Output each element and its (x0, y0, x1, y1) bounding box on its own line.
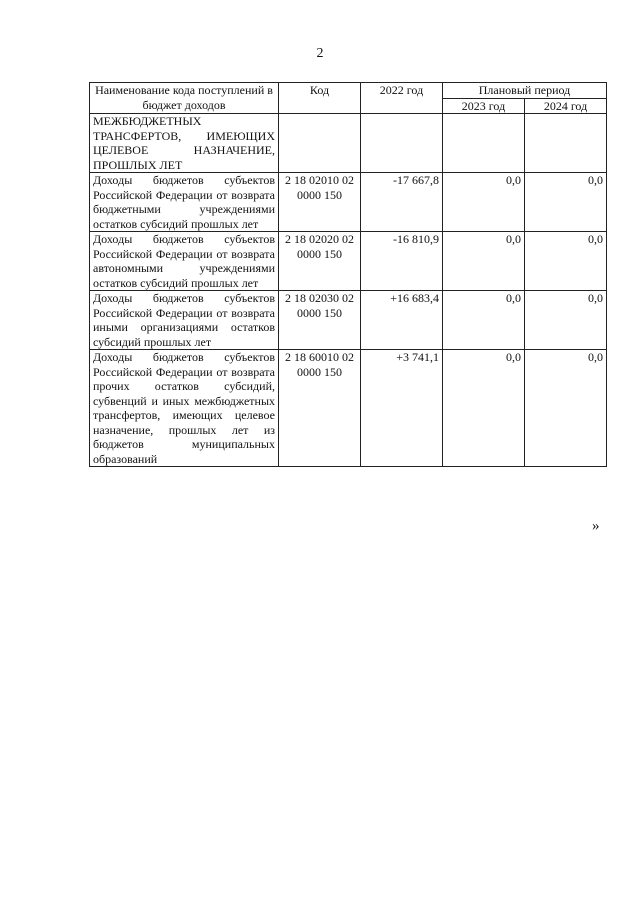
table-row (90, 232, 607, 291)
header-name: Наименование кода поступлений в бюджет доходов (90, 83, 279, 114)
empty-cell (361, 114, 443, 173)
header-year-2022: 2022 год (361, 83, 443, 114)
revenue-code: 2 18 02020 02 0000 150 (279, 232, 361, 291)
value-2024: 0,0 (525, 232, 607, 291)
revenue-code: 2 18 02030 02 0000 150 (279, 291, 361, 350)
table-row (90, 173, 607, 232)
section-title: МЕЖБЮДЖЕТНЫХ ТРАНСФЕРТОВ, ИМЕЮЩИХ ЦЕЛЕВОЕ НАЗНАЧЕНИЕ, ПРОШЛЫХ ЛЕТ (90, 114, 279, 173)
revenue-name: Доходы бюджетов субъектов Российской Федерации от возврата иными организациями остатков субсидий прошлых лет (90, 291, 279, 350)
page-number: 2 (316, 46, 324, 61)
revenue-code: 2 18 60010 02 0000 150 (279, 350, 361, 467)
value-2022: -17 667,8 (361, 173, 443, 232)
header-year-2024: 2024 год (525, 98, 607, 114)
budget-revenue-table (89, 82, 607, 467)
table-row (90, 291, 607, 350)
value-2023: 0,0 (443, 173, 525, 232)
revenue-name: Доходы бюджетов субъектов Российской Федерации от возврата автономными учреждениями остатков субсидий прошлых лет (90, 232, 279, 291)
header-year-2023: 2023 год (443, 98, 525, 114)
empty-cell (279, 114, 361, 173)
value-2023: 0,0 (443, 350, 525, 467)
value-2023: 0,0 (443, 232, 525, 291)
value-2022: -16 810,9 (361, 232, 443, 291)
revenue-code: 2 18 02010 02 0000 150 (279, 173, 361, 232)
value-2022: +3 741,1 (361, 350, 443, 467)
closing-quote: » (592, 518, 600, 534)
empty-cell (443, 114, 525, 173)
revenue-name: Доходы бюджетов субъектов Российской Федерации от возврата бюджетными учреждениями остатков субсидий прошлых лет (90, 173, 279, 232)
empty-cell (525, 114, 607, 173)
table-row (90, 350, 607, 467)
header-planned-period: Плановый период (443, 83, 607, 99)
value-2024: 0,0 (525, 350, 607, 467)
header-code: Код (279, 83, 361, 114)
value-2024: 0,0 (525, 291, 607, 350)
section-title-row (90, 114, 607, 173)
value-2022: +16 683,4 (361, 291, 443, 350)
value-2023: 0,0 (443, 291, 525, 350)
revenue-name: Доходы бюджетов субъектов Российской Федерации от возврата прочих остатков субсидий, субвенций и иных межбюджетных трансфертов, имеющих целевое назначение, прошлых лет из бюджетов муниципальных образований (90, 350, 279, 467)
value-2024: 0,0 (525, 173, 607, 232)
